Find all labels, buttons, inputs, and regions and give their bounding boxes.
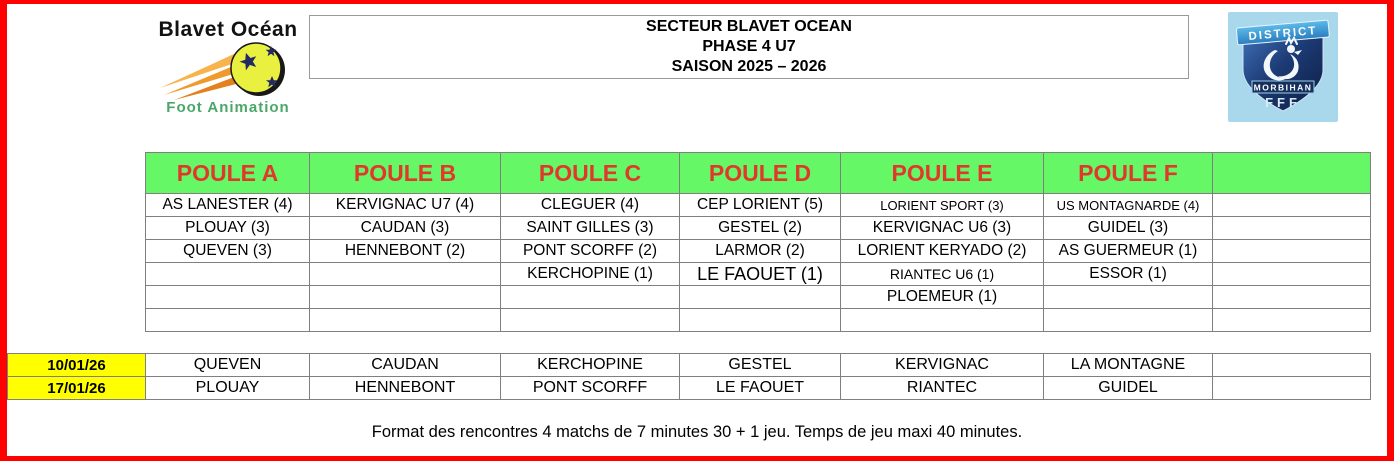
district-banner-text: DISTRICT (1248, 25, 1318, 43)
pool-row (146, 286, 1371, 309)
pool-header-d: POULE D (680, 153, 841, 194)
pool-team-cell (1213, 240, 1371, 263)
pool-team-cell (1213, 263, 1371, 286)
pool-team-cell (146, 309, 310, 332)
pool-team-cell: KERCHOPINE (1) (501, 263, 680, 286)
schedule-row (8, 354, 1371, 377)
pool-header-f: POULE F (1044, 153, 1213, 194)
pool-team-cell: LARMOR (2) (680, 240, 841, 263)
schedule-venue-cell: GESTEL (680, 354, 841, 377)
pool-team-cell (310, 286, 501, 309)
pool-team-cell (310, 263, 501, 286)
pool-team-cell: SAINT GILLES (3) (501, 217, 680, 240)
pool-team-cell: KERVIGNAC U7 (4) (310, 194, 501, 217)
pool-team-cell: AS LANESTER (4) (146, 194, 310, 217)
pool-team-cell: CLEGUER (4) (501, 194, 680, 217)
pool-team-cell: GUIDEL (3) (1044, 217, 1213, 240)
pools-table (145, 152, 1371, 332)
pool-team-cell (1213, 309, 1371, 332)
schedule-venue-cell: HENNEBONT (310, 377, 501, 400)
schedule-table (7, 353, 1371, 400)
pool-team-cell: PONT SCORFF (2) (501, 240, 680, 263)
pool-team-cell (146, 263, 310, 286)
morbihan-label: MORBIHAN (1253, 82, 1313, 93)
fff-label: FFF (1265, 95, 1301, 110)
schedule-body (8, 354, 1371, 400)
schedule-venue-cell (1213, 377, 1371, 400)
blavet-ocean-logo-title: Blavet Océan (158, 18, 298, 41)
pool-team-cell (310, 309, 501, 332)
pool-team-cell: LORIENT KERYADO (2) (841, 240, 1044, 263)
pool-team-cell: GESTEL (2) (680, 217, 841, 240)
pool-team-cell (1044, 309, 1213, 332)
pool-header-empty (1213, 153, 1371, 194)
pool-team-cell: PLOEMEUR (1) (841, 286, 1044, 309)
pools-header-row (146, 153, 1371, 194)
pool-team-cell: AS GUERMEUR (1) (1044, 240, 1213, 263)
pool-team-cell: LE FAOUET (1) (680, 263, 841, 286)
pool-team-cell: LORIENT SPORT (3) (841, 194, 1044, 217)
title-line-1: SECTEUR BLAVET OCEAN (646, 18, 852, 35)
pool-row (146, 240, 1371, 263)
title-line-3: SAISON 2025 – 2026 (671, 58, 827, 75)
schedule-venue-cell: CAUDAN (310, 354, 501, 377)
pool-team-cell (501, 309, 680, 332)
pool-team-cell (1044, 286, 1213, 309)
pool-header-a: POULE A (146, 153, 310, 194)
foot-animation-label: Foot Animation (166, 99, 290, 116)
pool-team-cell (1213, 217, 1371, 240)
pool-row (146, 194, 1371, 217)
blavet-ocean-logo (148, 18, 308, 116)
schedule-venue-cell: QUEVEN (146, 354, 310, 377)
schedule-row (8, 377, 1371, 400)
pool-team-cell: KERVIGNAC U6 (3) (841, 217, 1044, 240)
pool-team-cell (680, 286, 841, 309)
pool-row (146, 217, 1371, 240)
schedule-venue-cell: LE FAOUET (680, 377, 841, 400)
pool-row (146, 263, 1371, 286)
schedule-venue-cell: LA MONTAGNE (1044, 354, 1213, 377)
pool-header-b: POULE B (310, 153, 501, 194)
pool-team-cell: PLOUAY (3) (146, 217, 310, 240)
district-morbihan-fff-logo (1228, 12, 1338, 122)
schedule-date-cell: 17/01/26 (8, 377, 146, 400)
schedule-venue-cell: KERCHOPINE (501, 354, 680, 377)
pool-team-cell: QUEVEN (3) (146, 240, 310, 263)
pool-team-cell (1213, 194, 1371, 217)
pool-team-cell (501, 286, 680, 309)
schedule-venue-cell (1213, 354, 1371, 377)
schedule-venue-cell: GUIDEL (1044, 377, 1213, 400)
pool-team-cell: ESSOR (1) (1044, 263, 1213, 286)
format-note: Format des rencontres 4 matchs de 7 minutes 30 + 1 jeu. Temps de jeu maxi 40 minutes. (371, 423, 1023, 441)
pool-team-cell: CAUDAN (3) (310, 217, 501, 240)
schedule-venue-cell: KERVIGNAC (841, 354, 1044, 377)
schedule-venue-cell: PLOUAY (146, 377, 310, 400)
pool-team-cell: CEP LORIENT (5) (680, 194, 841, 217)
pool-team-cell: HENNEBONT (2) (310, 240, 501, 263)
pool-team-cell (1213, 286, 1371, 309)
pool-header-e: POULE E (841, 153, 1044, 194)
pool-row (146, 309, 1371, 332)
pools-body (146, 194, 1371, 332)
title-box (309, 15, 1189, 79)
comet-ball-icon (158, 40, 298, 102)
schedule-venue-cell: PONT SCORFF (501, 377, 680, 400)
pool-team-cell: RIANTEC U6 (1) (841, 263, 1044, 286)
schedule-venue-cell: RIANTEC (841, 377, 1044, 400)
pool-team-cell: US MONTAGNARDE (4) (1044, 194, 1213, 217)
pool-team-cell (680, 309, 841, 332)
title-line-2: PHASE 4 U7 (702, 38, 796, 55)
pool-header-c: POULE C (501, 153, 680, 194)
schedule-date-cell: 10/01/26 (8, 354, 146, 377)
pool-team-cell (841, 309, 1044, 332)
pool-team-cell (146, 286, 310, 309)
